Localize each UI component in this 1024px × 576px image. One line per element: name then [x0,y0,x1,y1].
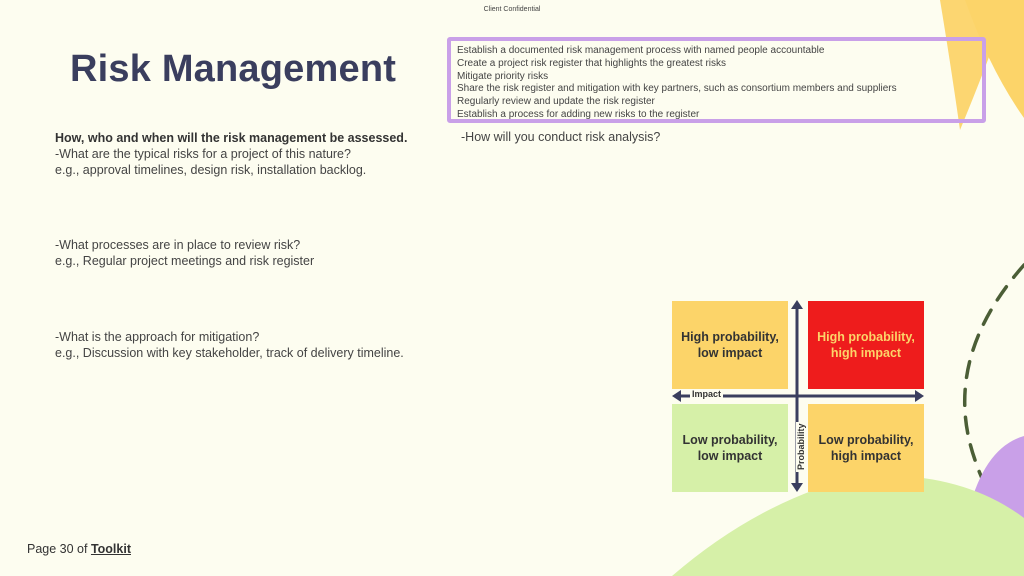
question-example: e.g., Regular project meetings and risk register [55,254,315,268]
right-arrow-icon [915,390,924,402]
probability-axis-label: Probability [796,423,806,470]
question-example: e.g., Discussion with key stakeholder, track of delivery timeline. [55,346,404,360]
question-text: -What processes are in place to review risk? [55,238,301,252]
summary-line: Share the risk register and mitigation with key partners, such as consortium members and suppliers [457,83,897,95]
question-text: -What are the typical risks for a project of this nature? [55,147,351,161]
left-arrow-icon [672,390,681,402]
summary-line: Create a project risk register that highlights the greatest risks [457,57,727,69]
summary-line: Establish a documented risk management process with named people accountable [457,45,825,56]
question-block-mitigation [55,329,404,361]
matrix-cell-high-prob-low-impact: High probability, low impact [672,301,788,389]
down-arrow-icon [791,483,803,492]
page-title: Risk Management [70,48,397,90]
question-text: -What is the approach for mitigation? [55,330,260,344]
question-block-review [55,237,314,269]
summary-line: Mitigate priority risks [457,70,549,82]
summary-box [447,37,986,123]
summary-line: Establish a process for adding new risks to the register [457,108,700,120]
footer-page-text: Page 30 of [27,542,91,556]
page-footer [27,542,131,556]
matrix-cell-low-prob-low-impact: Low probability, low impact [672,404,788,492]
risk-matrix [672,300,924,492]
question-block-assessment [55,130,407,178]
question-heading: How, who and when will the risk management be assessed. [55,131,408,145]
matrix-cell-high-prob-high-impact: High probability, high impact [808,301,924,389]
summary-line: Regularly review and update the risk register [457,96,655,108]
analysis-question: -How will you conduct risk analysis? [461,130,661,144]
impact-axis-label: Impact [692,389,722,399]
toolkit-link[interactable]: Toolkit [90,542,131,556]
question-example: e.g., approval timelines, design risk, installation backlog. [55,163,367,177]
matrix-cell-low-prob-high-impact: Low probability, high impact [808,404,924,492]
up-arrow-icon [791,300,803,309]
confidential-label: Client Confidential [483,6,541,13]
